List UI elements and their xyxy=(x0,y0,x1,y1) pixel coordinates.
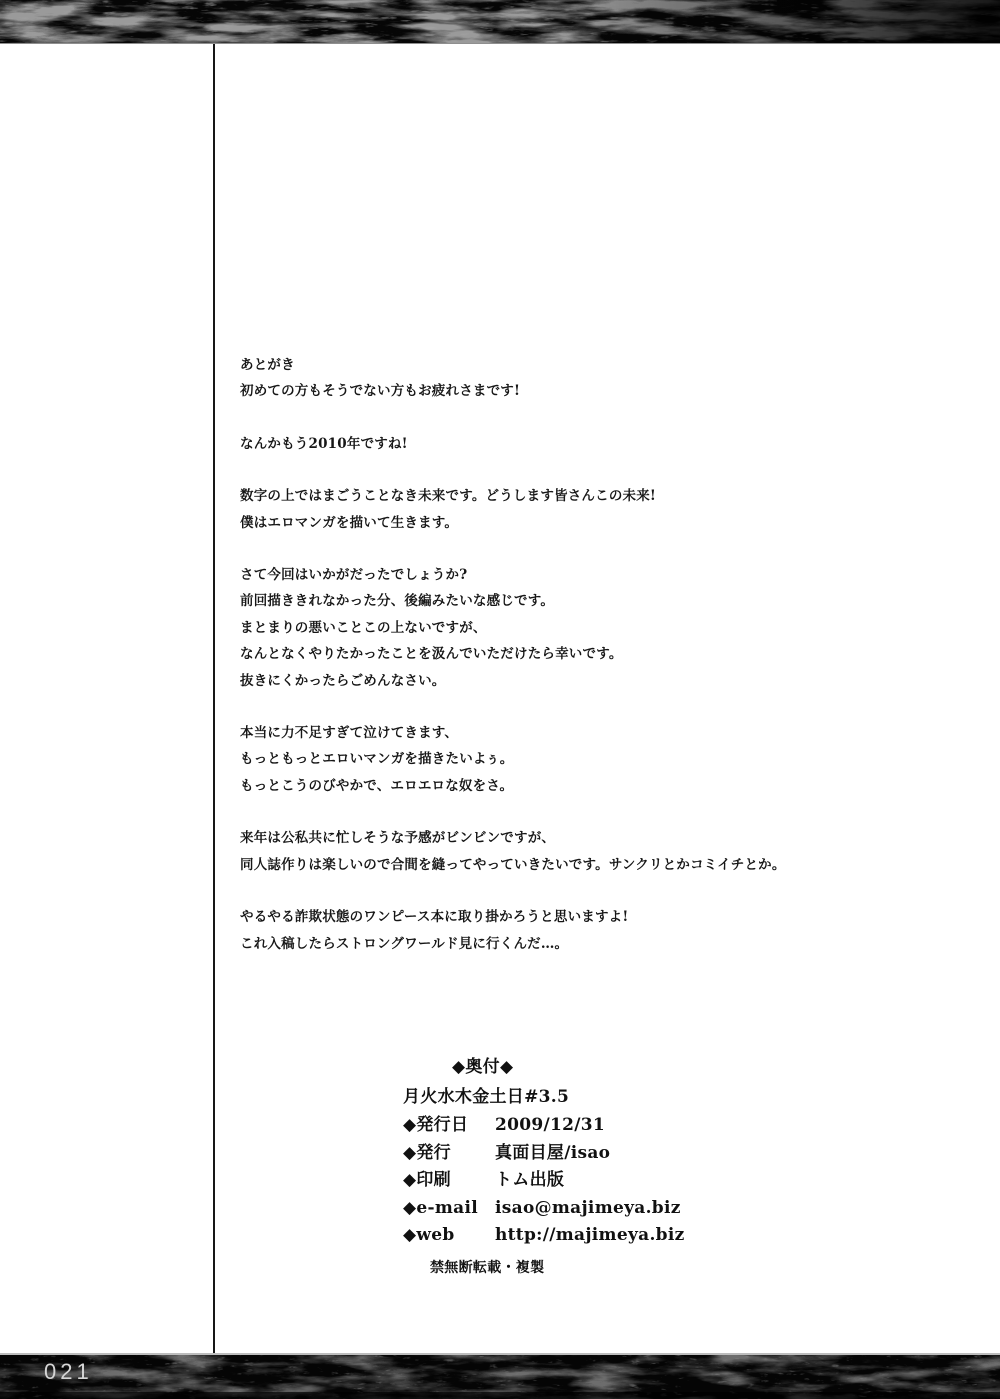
colophon-value-web: http://majimeya.biz xyxy=(495,1225,685,1245)
afterword-line: これ入稿したらストロングワールド見に行くんだ…。 xyxy=(240,935,569,952)
afterword-line: 僕はエロマンガを描いて生きます。 xyxy=(240,514,459,531)
margin-rule-line xyxy=(213,44,215,1353)
grunge-texture-bottom xyxy=(0,1355,1000,1399)
afterword-line: 同人誌作りは楽しいので合間を縫ってやっていきたいです。サンクリとかコミイチとか。 xyxy=(240,856,786,873)
afterword-line: もっとこうのびやかで、エロエロな奴をさ。 xyxy=(240,777,514,794)
afterword-line: 初めての方もそうでない方もお疲れさまです! xyxy=(240,383,521,400)
afterword-line: 本当に力不足すぎて泣けてきます、 xyxy=(240,725,459,742)
colophon-label: ◆web xyxy=(403,1225,455,1245)
afterword-line: 数字の上ではまごうことなき未来です。どうします皆さんこの未来! xyxy=(240,488,657,505)
colophon-row-web xyxy=(403,1222,685,1250)
colophon-row-publisher xyxy=(403,1140,685,1168)
book-title: 月火水木金土日#3.5 xyxy=(403,1087,570,1107)
afterword-line: 来年は公私共に忙しそうな予感がビンビンですが、 xyxy=(240,830,556,847)
colophon-label: ◆e-mail xyxy=(403,1197,478,1218)
colophon-value: 真面目屋/isao xyxy=(495,1142,611,1163)
afterword-line: やるやる詐欺状態のワンピース本に取り掛かろうと思いますよ! xyxy=(240,909,629,926)
colophon-label: ◆印刷 xyxy=(403,1170,451,1190)
colophon-row-printer xyxy=(403,1167,685,1195)
colophon-value-email: isao@majimeya.biz xyxy=(495,1197,681,1218)
grunge-texture-top xyxy=(0,0,1000,43)
colophon-label: ◆発行 xyxy=(403,1142,451,1163)
afterword-section xyxy=(240,326,970,983)
afterword-line: あとがき xyxy=(240,357,295,373)
afterword-line: さて今回はいかがだったでしょうか? xyxy=(240,567,468,584)
reproduction-prohibited-notice: 禁無断転載・複製 xyxy=(430,1259,545,1276)
top-texture-band xyxy=(0,0,1000,44)
page-number: 021 xyxy=(44,1359,93,1384)
colophon-header: ◆奥付◆ xyxy=(452,1057,514,1077)
afterword-line: まとまりの悪いことこの上ないですが、 xyxy=(240,619,487,636)
afterword-line: なんかもう2010年ですね! xyxy=(240,435,408,452)
colophon-row-email xyxy=(403,1195,685,1223)
colophon-value: 2009/12/31 xyxy=(495,1115,606,1135)
afterword-line: なんとなくやりたかったことを汲んでいただけたら幸いです。 xyxy=(240,646,623,663)
colophon-section xyxy=(403,1052,685,1277)
colophon-row-publish-date xyxy=(403,1112,685,1140)
colophon-value: トム出版 xyxy=(495,1170,565,1190)
afterword-line: 前回描ききれなかった分、後編みたいな感じです。 xyxy=(240,593,555,610)
bottom-texture-band xyxy=(0,1353,1000,1399)
afterword-line: もっともっとエロいマンガを描きたいよぅ。 xyxy=(240,751,514,768)
afterword-line: 抜きにくかったらごめんなさい。 xyxy=(240,672,446,689)
colophon-label: ◆発行日 xyxy=(403,1115,469,1135)
